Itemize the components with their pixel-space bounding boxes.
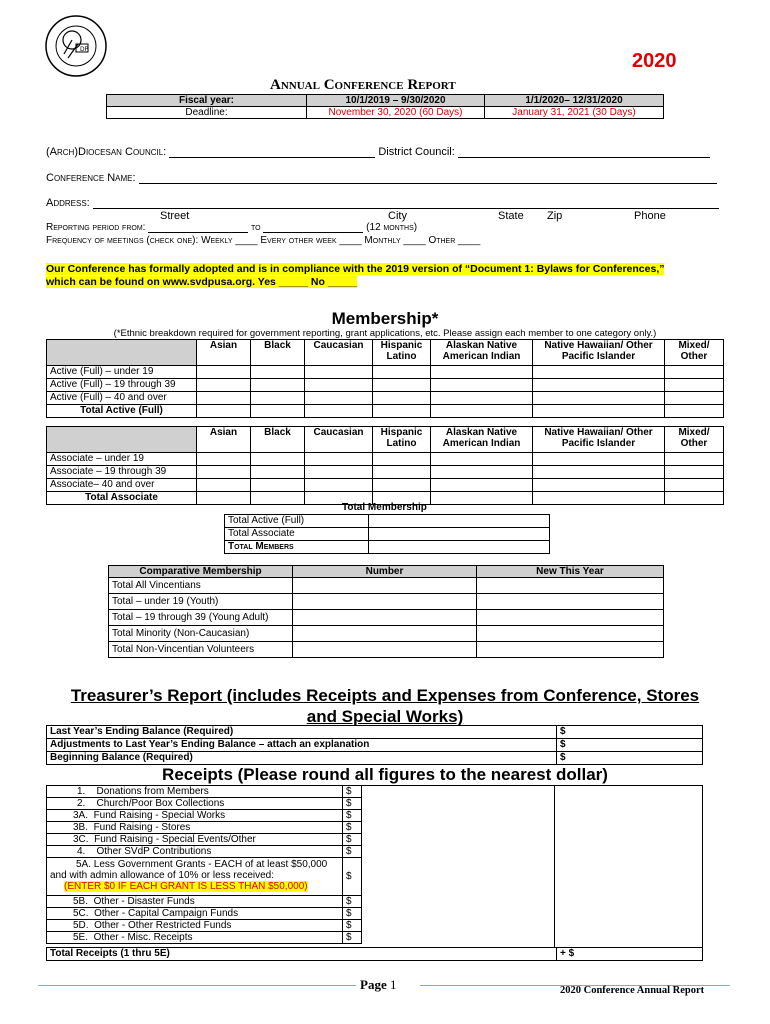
grant-value[interactable]: $ (343, 858, 362, 896)
table-row: Active (Full) – under 19 (47, 366, 197, 379)
table-row: Total Members (225, 541, 369, 554)
receipt-value[interactable]: $ (343, 920, 362, 932)
table-row: Total Active (Full) (47, 405, 197, 418)
total-membership-table (224, 514, 550, 554)
receipt-num: 5D. (73, 920, 89, 931)
street-caption: Street (160, 210, 190, 222)
receipt-value[interactable]: $ (343, 908, 362, 920)
report-year: 2020 (632, 50, 677, 72)
receipt-value[interactable]: $ (343, 786, 362, 798)
balance-value[interactable]: $ (557, 726, 703, 739)
table-row: Adjustments to Last Year’s Ending Balance – attach an explanation (47, 739, 557, 752)
page-number (360, 977, 396, 993)
reporting-to-field[interactable] (263, 232, 363, 233)
col-asian: Asian (197, 340, 251, 366)
receipt-num: 4. (77, 846, 86, 857)
table-row (47, 920, 343, 932)
table-row (47, 932, 343, 944)
treasurer-title-line2: and Special Works) (306, 707, 464, 726)
table-row: Total – under 19 (Youth) (109, 594, 293, 610)
col-mixed: Mixed/ Other (665, 340, 724, 366)
fiscal-year-label: Fiscal year: (107, 95, 307, 107)
col-caucasian: Caucasian (305, 427, 373, 453)
table-row: Total Non-Vincentian Volunteers (109, 642, 293, 658)
report-title: Annual Conference Report (270, 77, 456, 93)
table-row (47, 834, 343, 846)
bylaws-line1: Our Conference has formally adopted and is in compliance with the 2019 version of “Document 1: Bylaws for Conferences,” (46, 263, 665, 275)
table-row: Total Active (Full) (225, 515, 369, 528)
receipt-value[interactable]: $ (343, 810, 362, 822)
table-row (47, 798, 343, 810)
page-num: 1 (389, 977, 397, 992)
receipt-num: 3B. (73, 822, 89, 833)
adjustment-value[interactable]: $ (557, 739, 703, 752)
new-this-year-header: New This Year (477, 566, 664, 578)
table-row: Active (Full) – 19 through 39 (47, 379, 197, 392)
total-receipts-label: Total Receipts (1 thru 5E) (47, 948, 557, 961)
balance-table (46, 725, 703, 765)
receipt-num: 5B. (73, 896, 89, 907)
zip-caption: Zip (547, 210, 563, 222)
table-row (47, 810, 343, 822)
table-row (47, 822, 343, 834)
col-black: Black (251, 427, 305, 453)
address-field[interactable] (93, 208, 719, 209)
receipts-mid-box (362, 785, 554, 947)
receipt-value[interactable]: $ (343, 834, 362, 846)
deadline-label: Deadline: (107, 107, 307, 119)
deadline-col1: November 30, 2020 (60 Days) (307, 107, 485, 119)
col-asian: Asian (197, 427, 251, 453)
table-row: Active (Full) – 40 and over (47, 392, 197, 405)
comparative-table (108, 565, 664, 658)
conference-name-field[interactable] (139, 183, 717, 184)
treasurer-title-line1: Treasurer’s Report (includes Receipts and Expenses from Conference, Stores (70, 686, 700, 705)
page-label: Page (360, 977, 387, 992)
receipt-value[interactable]: $ (343, 846, 362, 858)
deadline-col2: January 31, 2021 (30 Days) (485, 107, 664, 119)
fiscal-table (106, 94, 664, 119)
receipts-title: Receipts (Please round all figures to the nearest dollar) (162, 765, 608, 784)
receipt-label: Other - Misc. Receipts (93, 932, 193, 943)
receipt-value[interactable]: $ (343, 822, 362, 834)
receipt-label: Donations from Members (96, 786, 209, 797)
grant-line2: and with admin allowance of 10% or less received: (50, 870, 275, 881)
total-receipts-table (46, 947, 703, 961)
receipt-label: Other SVdP Contributions (96, 846, 212, 857)
table-row (47, 786, 343, 798)
table-row: Total – 19 through 39 (Young Adult) (109, 610, 293, 626)
col-hawaiian: Native Hawaiian/ Other Pacific Islander (533, 340, 665, 366)
receipts-side-box (554, 785, 703, 947)
table-row: Total Associate (47, 492, 197, 505)
total-receipts-value[interactable]: + $ (557, 948, 703, 961)
grant-line1: 5A. Less Government Grants - EACH of at least $50,000 (76, 859, 328, 870)
table-row: Total Associate (225, 528, 369, 541)
frequency-row: Frequency of meetings (check one): Weekly ____ Every other week ____ Monthly ____ Other ____ (46, 235, 481, 246)
col-hispanic: Hispanic Latino (373, 427, 431, 453)
table-row: Associate– 40 and over (47, 479, 197, 492)
table-row: Associate – under 19 (47, 453, 197, 466)
receipt-value[interactable]: $ (343, 798, 362, 810)
receipt-label: Other - Disaster Funds (93, 896, 195, 907)
comparative-header: Comparative Membership (109, 566, 293, 578)
receipt-value[interactable]: $ (343, 932, 362, 944)
bylaws-statement (46, 263, 736, 289)
total-active-value[interactable] (369, 515, 550, 528)
table-row (47, 908, 343, 920)
footer-rule-left (38, 985, 356, 986)
reporting-to-label: to (251, 222, 261, 233)
grant-row (47, 858, 343, 896)
conference-row (46, 172, 717, 184)
reporting-from-field[interactable] (148, 232, 248, 233)
fiscal-year-col1: 10/1/2019 – 9/30/2020 (307, 95, 485, 107)
table-row: Total All Vincentians (109, 578, 293, 594)
receipt-num: 1. (77, 786, 86, 797)
beginning-value[interactable]: $ (557, 752, 703, 765)
footer-title: 2020 Conference Annual Report (560, 985, 705, 996)
active-membership-table (46, 339, 724, 418)
state-caption: State (498, 210, 524, 222)
conference-name-label: Conference Name: (46, 172, 136, 184)
receipt-num: 5C. (73, 908, 89, 919)
diocesan-field[interactable] (169, 157, 375, 158)
col-mixed: Mixed/ Other (665, 427, 724, 453)
diocesan-label: (Arch)Diocesan Council: (46, 146, 167, 158)
table-row: Associate – 19 through 39 (47, 466, 197, 479)
receipt-num: 3C. (73, 834, 89, 845)
total-members-value[interactable] (369, 541, 550, 554)
fiscal-year-col2: 1/1/2020– 12/31/2020 (485, 95, 664, 107)
council-row (46, 146, 726, 158)
receipt-num: 2. (77, 798, 86, 809)
receipts-table (46, 785, 362, 944)
col-alaskan: Alaskan Native American Indian (431, 340, 533, 366)
receipt-label: Fund Raising - Special Works (93, 810, 226, 821)
table-row (47, 896, 343, 908)
associate-membership-table (46, 426, 724, 505)
treasurer-title (20, 685, 750, 727)
district-field[interactable] (458, 157, 710, 158)
table-row: Last Year’s Ending Balance (Required) (47, 726, 557, 739)
receipt-num: 3A. (73, 810, 89, 821)
receipt-label: Church/Poor Box Collections (96, 798, 225, 809)
number-header: Number (293, 566, 477, 578)
col-black: Black (251, 340, 305, 366)
col-hispanic: Hispanic Latino (373, 340, 431, 366)
col-caucasian: Caucasian (305, 340, 373, 366)
membership-title: Membership* (331, 309, 439, 328)
receipt-value[interactable]: $ (343, 896, 362, 908)
col-alaskan: Alaskan Native American Indian (431, 427, 533, 453)
table-row (47, 846, 343, 858)
receipt-label: Fund Raising - Special Events/Other (94, 834, 256, 845)
address-row (46, 197, 719, 209)
address-label: Address: (46, 197, 90, 209)
col-hawaiian: Native Hawaiian/ Other Pacific Islander (533, 427, 665, 453)
months-label: (12 months) (366, 222, 418, 233)
receipt-label: Other - Other Restricted Funds (94, 920, 232, 931)
svg-text:DP: DP (80, 46, 89, 53)
receipt-num: 5E. (73, 932, 89, 943)
reporting-label: Reporting period from: (46, 222, 146, 233)
svdp-logo (44, 14, 108, 78)
grant-line3: (ENTER $0 IF EACH GRANT IS LESS THAN $50,000) (64, 881, 308, 892)
table-row: Beginning Balance (Required) (47, 752, 557, 765)
receipt-label: Other - Capital Campaign Funds (94, 908, 239, 919)
total-associate-value[interactable] (369, 528, 550, 541)
city-caption: City (388, 210, 407, 222)
table-row: Total Minority (Non-Caucasian) (109, 626, 293, 642)
district-label: District Council: (378, 146, 455, 158)
bylaws-line2: which can be found on www.svdpusa.org. Yes _____ No _____ (46, 276, 358, 288)
total-membership-title: Total Membership (342, 502, 427, 513)
receipt-label: Fund Raising - Stores (93, 822, 191, 833)
phone-caption: Phone (634, 210, 666, 222)
reporting-row (46, 222, 417, 233)
membership-note: (*Ethnic breakdown required for government reporting, grant applications, etc. Please assign each member to one category only.) (113, 328, 657, 339)
